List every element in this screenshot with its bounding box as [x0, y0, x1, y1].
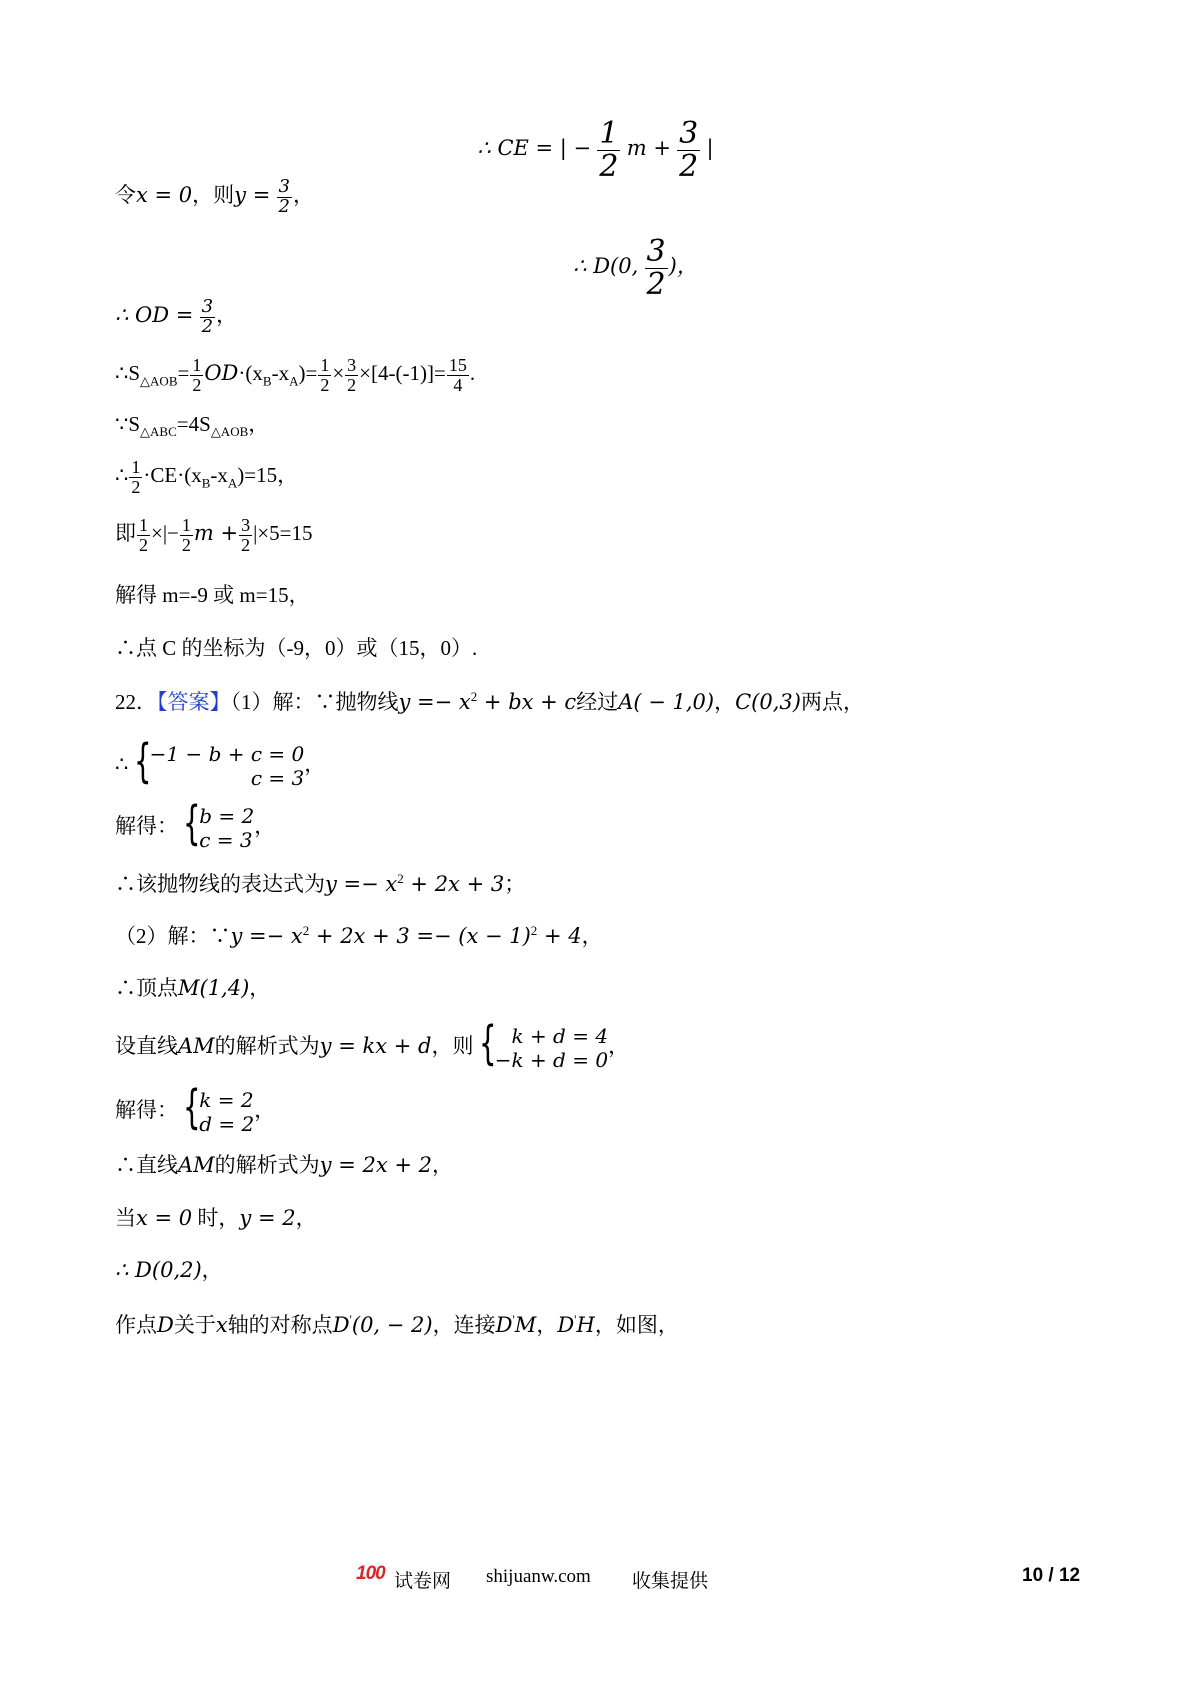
site-logo: 100 — [356, 1563, 385, 1584]
point-c-line: ∴点 C 的坐标为（-9，0）或（15，0）. — [115, 636, 478, 660]
footer-site-name: 试卷网 — [394, 1571, 452, 1592]
area-abc-line: $\because S_{\triangle ABC}=4S_{\triangle AOB}$， — [115, 412, 270, 440]
half-ce-line: ∴ $\frac{1}{2}$ $\cdot CE\cdot(x_B-x_A)=15$， — [115, 457, 299, 497]
area-aob-line: $\therefore S_{\triangle AOB}=$ $\frac{1}{2}$ $OD\cdot(x_B-x_A)=$ $\frac{1}{2}$ × $\frac{3}{2}$ ×[4-(-1)]= $\frac{15}{4}$ . — [115, 355, 476, 395]
let-x-zero-line: 令x = 0，则y = $\frac{3}{2}$ ， — [115, 176, 314, 217]
vertex-form-line: （2）解：∵y =− $x^2 + 2x + 3 =- (x - 1)^2 + 4$， — [115, 923, 603, 948]
od-line: ∴ OD = $\frac{3}{2}$ ， — [115, 296, 238, 337]
symmetric-point-line: 作点D关于x轴的对称点D'(0, − 2)，连接D'M，D'H，如图， — [115, 1312, 679, 1337]
equation-line: 即 $\frac{1}{2}$ ×|− $\frac{1}{2}$ m + $\frac{3}{2}$ |×5=15 — [115, 515, 313, 555]
system-1-line: ∴ { −1 − b + c = 0 c = 3 ， — [115, 734, 326, 790]
ce-prefix: ∴ CE = | − — [477, 135, 592, 160]
ce-expression: ∴ CE = | − $\frac{1}{2}$ m + $\frac{3}{2}$ | — [477, 116, 714, 184]
question-22-line: 22．【答案】（1）解：∵抛物线$y =- x^2$ + bx + c经过A( − 1,0)，C(0,3)两点， — [115, 689, 864, 714]
line-am-result: ∴直线AM的解析式为y = 2x + 2， — [115, 1153, 453, 1177]
vertex-line: ∴顶点M(1,4)， — [115, 976, 271, 1000]
parabola-expression-line: ∴该抛物线的表达式为$y =- x^2 + 2x + 3$； — [115, 871, 526, 896]
fraction: $\frac{3}{2}$ — [679, 116, 699, 184]
footer-site-url[interactable]: shijuanw.com — [486, 1566, 591, 1587]
equation-system: { k + d = 4 −k + d = 0 — [478, 1016, 609, 1072]
answer-tag: 【答案】 — [157, 690, 231, 714]
solve-m-line: 解得 m=-9 或 m=15， — [115, 583, 310, 607]
when-x-zero-line: 当x = 0 时，y = 2， — [115, 1206, 317, 1230]
equation-system: { −1 − b + c = 0 c = 3 — [133, 734, 305, 790]
point-d-line: ∴ D(0, $\frac{3}{2}$ )， — [573, 234, 698, 302]
solution-2-line: 解得： { k = 2 d = 2 ， — [115, 1080, 276, 1136]
footer-provided: 收集提供 — [632, 1571, 709, 1592]
point-d2-line: ∴ D(0,2)， — [115, 1258, 223, 1282]
line-am-setup: 设直线AM的解析式为y = kx + d，则 { k + d = 4 −k + d = 0 ， — [115, 1016, 630, 1072]
equation-system: { k = 2 d = 2 — [183, 1080, 255, 1136]
page-number: 10 / 12 — [1022, 1565, 1081, 1586]
fraction: $\frac{1}{2}$ — [599, 116, 619, 184]
equation-system: { b = 2 c = 3 — [183, 796, 255, 852]
solution-1-line: 解得： { b = 2 c = 3 ， — [115, 796, 276, 852]
